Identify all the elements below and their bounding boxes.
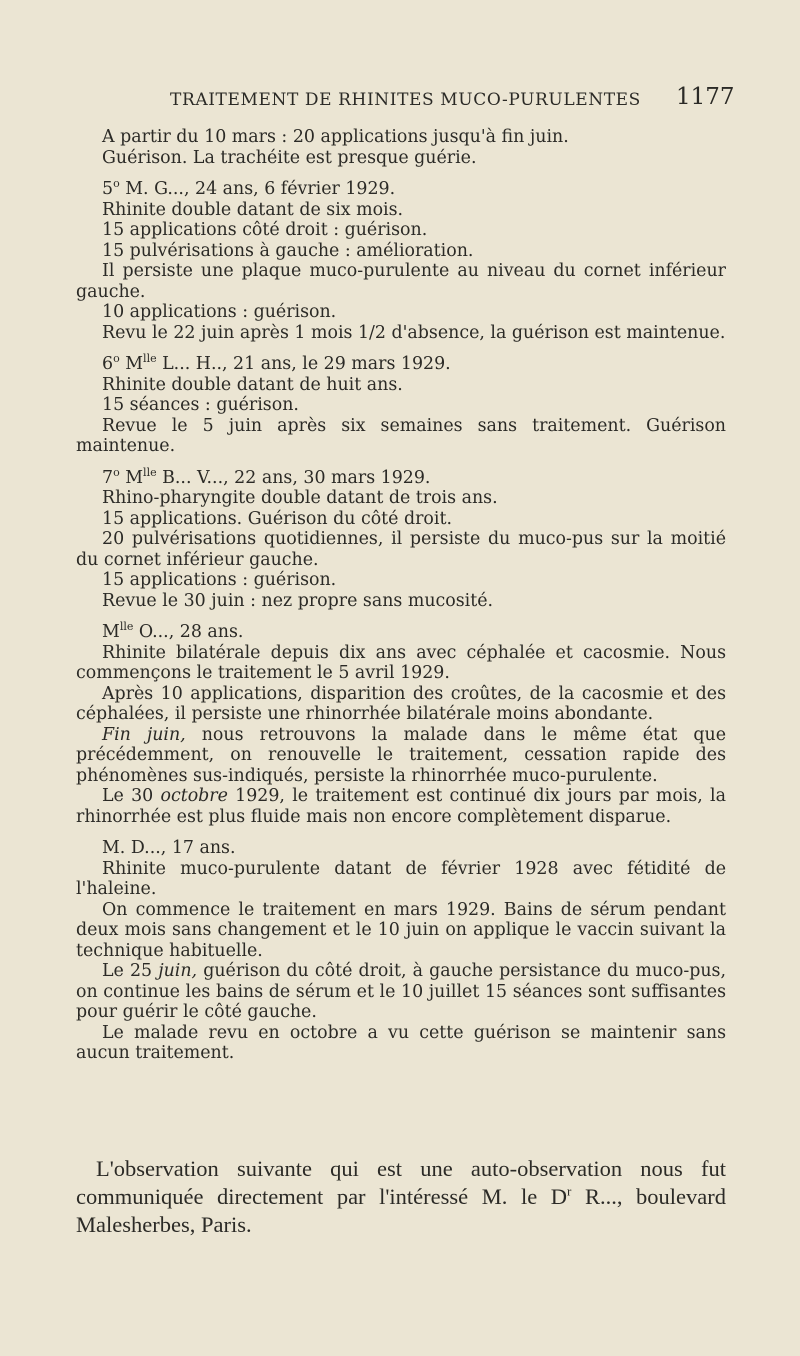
paragraph: Fin juin, nous retrouvons la malade dans le même état que précédemment, on renouvelle le traitement, cessation rapide des phénomènes sus-indiqués, persiste la rhinorrhée muco-purulente.: [76, 724, 726, 786]
paragraph: Guérison. La trachéite est presque guérie.: [102, 147, 477, 168]
paragraph: Le malade revu en octobre a vu cette guérison se maintenir sans aucun traitement.: [76, 1022, 726, 1063]
paragraph: Rhinite muco-purulente datant de février 1928 avec fétidité de l'haleine.: [76, 858, 726, 899]
paragraph: 15 applications. Guérison du côté droit.: [102, 508, 452, 529]
paragraph: Rhinite bilatérale depuis dix ans avec céphalée et cacosmie. Nous commençons le traitement le 5 avril 1929.: [76, 642, 726, 683]
main-text: [76, 127, 726, 1064]
paragraph: Revu le 22 juin après 1 mois 1/2 d'absence, la guérison est maintenue.: [102, 322, 726, 343]
running-title: TRAITEMENT DE RHINITES MUCO-PURULENTES: [170, 90, 641, 110]
paragraph: 15 séances : guérison.: [102, 395, 299, 415]
paragraph: Rhino-pharyngite double datant de trois ans.: [102, 488, 498, 508]
paragraph: Rhinite double datant de huit ans.: [102, 374, 403, 395]
paragraph: Il persiste une plaque muco-purulente au niveau du cornet inférieur gauche.: [76, 261, 726, 302]
case-heading-8: $M^{lle}$ O..., 28 ans.: [102, 620, 244, 642]
paragraph: 15 applications : guérison.: [102, 570, 337, 590]
case-heading-6: 6$^o$ $M^{lle}$ L... H.., 21 ans, le 29 mars 1929.: [102, 352, 451, 374]
paragraph: 15 pulvérisations à gauche : amélioration.: [102, 240, 474, 261]
paragraph: 15 applications côté droit : guérison.: [102, 220, 428, 240]
case-heading-7: 7$^o$ $M^{lle}$ B... V..., 22 ans, 30 mars 1929.: [102, 465, 431, 488]
case-heading-9: M. D..., 17 ans.: [102, 838, 236, 858]
paragraph: Le 30 octobre 1929, le traitement est continué dix jours par mois, la rhinorrhée est plus fluide mais non encore complètement disparue.: [76, 786, 726, 827]
case-heading-5: 5$^o$ M. G..., 24 ans, 6 février 1929.: [102, 177, 396, 199]
paragraph: 20 pulvérisations quotidiennes, il persiste du muco-pus sur la moitié du cornet inférieur gauche.: [76, 529, 726, 570]
paragraph: Revue le 30 juin : nez propre sans mucosité.: [102, 590, 494, 611]
paragraph: On commence le traitement en mars 1929. Bains de sérum pendant deux mois sans changement et le 10 juin on applique le vaccin suivant la technique habituelle.: [76, 899, 726, 961]
paragraph: Rhinite double datant de six mois.: [102, 199, 404, 220]
paragraph: 10 applications : guérison.: [102, 302, 337, 322]
paragraph: Revue le 5 juin après six semaines sans traitement. Guérison maintenue.: [76, 415, 726, 456]
closing-paragraph: L'observation suivante qui est une auto-observation nous fut communiquée directement par l'intéressé M. le $D^r$ R..., boulevard Malesherbes, Paris.: [76, 1156, 726, 1237]
paragraph: A partir du 10 mars : 20 applications jusqu'à fin juin.: [102, 127, 569, 147]
paragraph: Après 10 applications, disparition des croûtes, de la cacosmie et des céphalées, il persiste une rhinorrhée bilatérale moins abondante.: [76, 683, 726, 724]
paragraph: Le 25 juin, guérison du côté droit, à gauche persistance du muco-pus, on continue les bains de sérum et le 10 juillet 15 séances sont suffisantes pour guérir le côté gauche.: [76, 961, 726, 1022]
page-number: 1177: [676, 84, 735, 110]
